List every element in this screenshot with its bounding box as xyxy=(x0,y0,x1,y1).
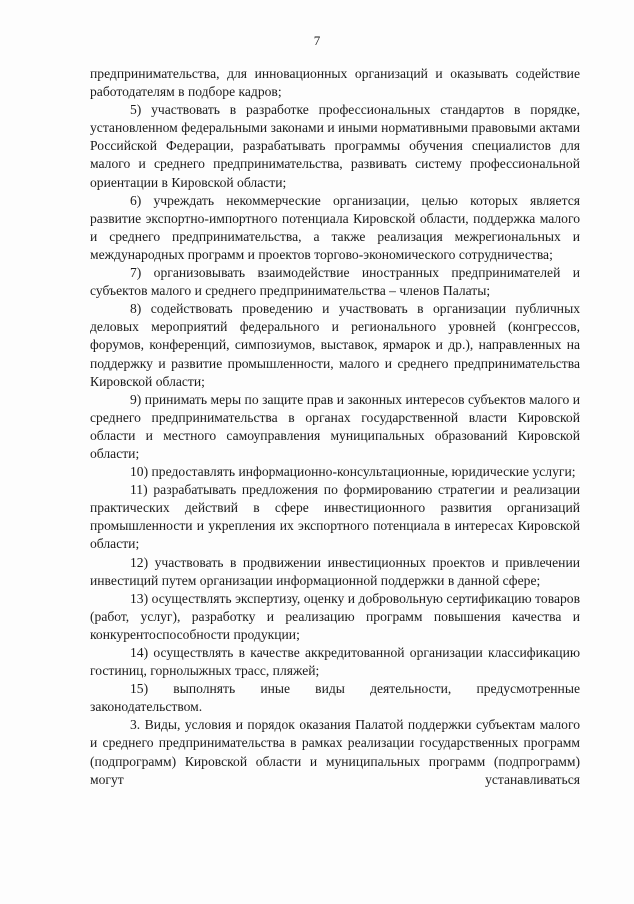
list-item-12: 12) участвовать в продвижении инвестиционных проектов и привлечении инвестиций путем организации информационной поддержки в данной сфере; xyxy=(90,554,580,588)
document-body xyxy=(90,65,580,789)
list-item-13: 13) осуществлять экспертизу, оценку и добровольную сертификацию товаров (работ, услуг), разработку и реализацию программ повышения качества и конкурентоспособности продукции; xyxy=(90,590,580,642)
list-item-15: 15) выполнять иные виды деятельности, предусмотренные законодательством. xyxy=(90,681,580,715)
list-item-7: 7) организовывать взаимодействие иностранных предпринимателей и субъектов малого и среднего предпринимательства – членов Палаты; xyxy=(90,265,580,299)
list-item-5: 5) участвовать в разработке профессиональных стандартов в порядке, установленном федеральными законами и иными нормативными правовыми актами Российской Федерации, разрабатывать программы обучения специалистов для малого и среднего предпринимательства, развивать систему профессиональной ориентации в Кировской области; xyxy=(90,102,580,190)
list-item-8: 8) содействовать проведению и участвовать в организации публичных деловых мероприятий федерального и регионального уровней (конгрессов, форумов, конференций, симпозиумов, выставок, ярмарок и др.), направленных на поддержку и развитие промышленности, малого и среднего предпринимательства Кировской области; xyxy=(90,301,580,389)
page-number: 7 xyxy=(313,33,321,48)
list-item-10: 10) предоставлять информационно-консультационные, юридические услуги; xyxy=(130,464,576,480)
paragraph-continuation: предпринимательства, для инновационных организаций и оказывать содействие работодателям в подборе кадров; xyxy=(90,66,580,100)
list-item-9: 9) принимать меры по защите прав и законных интересов субъектов малого и среднего предпринимательства в органах государственной власти Кировской области и местного самоуправления муниципальных образований Кировской области; xyxy=(90,391,580,461)
list-item-11: 11) разрабатывать предложения по формированию стратегии и реализации практических действий в сфере инвестиционного развития организаций промышленности и укрепления их экспортного потенциала в интересах Кировской области; xyxy=(90,482,580,552)
section-3-paragraph: 3. Виды, условия и порядок оказания Палатой поддержки субъектам малого и среднего предпринимательства в рамках реализации государственных программ (подпрограмм) Кировской области и муниципальных программ (подпрограмм) могут устанавливаться xyxy=(90,717,580,787)
list-item-6: 6) учреждать некоммерческие организации, целью которых является развитие экспортно-импортного потенциала Кировской области, поддержка малого и среднего предпринимательства, а также реализация межрегиональных и международных программ и проектов торгово-экономического сотрудничества; xyxy=(90,192,580,262)
list-item-14: 14) осуществлять в качестве аккредитованной организации классификацию гостиниц, горнолыжных трасс, пляжей; xyxy=(90,645,580,679)
